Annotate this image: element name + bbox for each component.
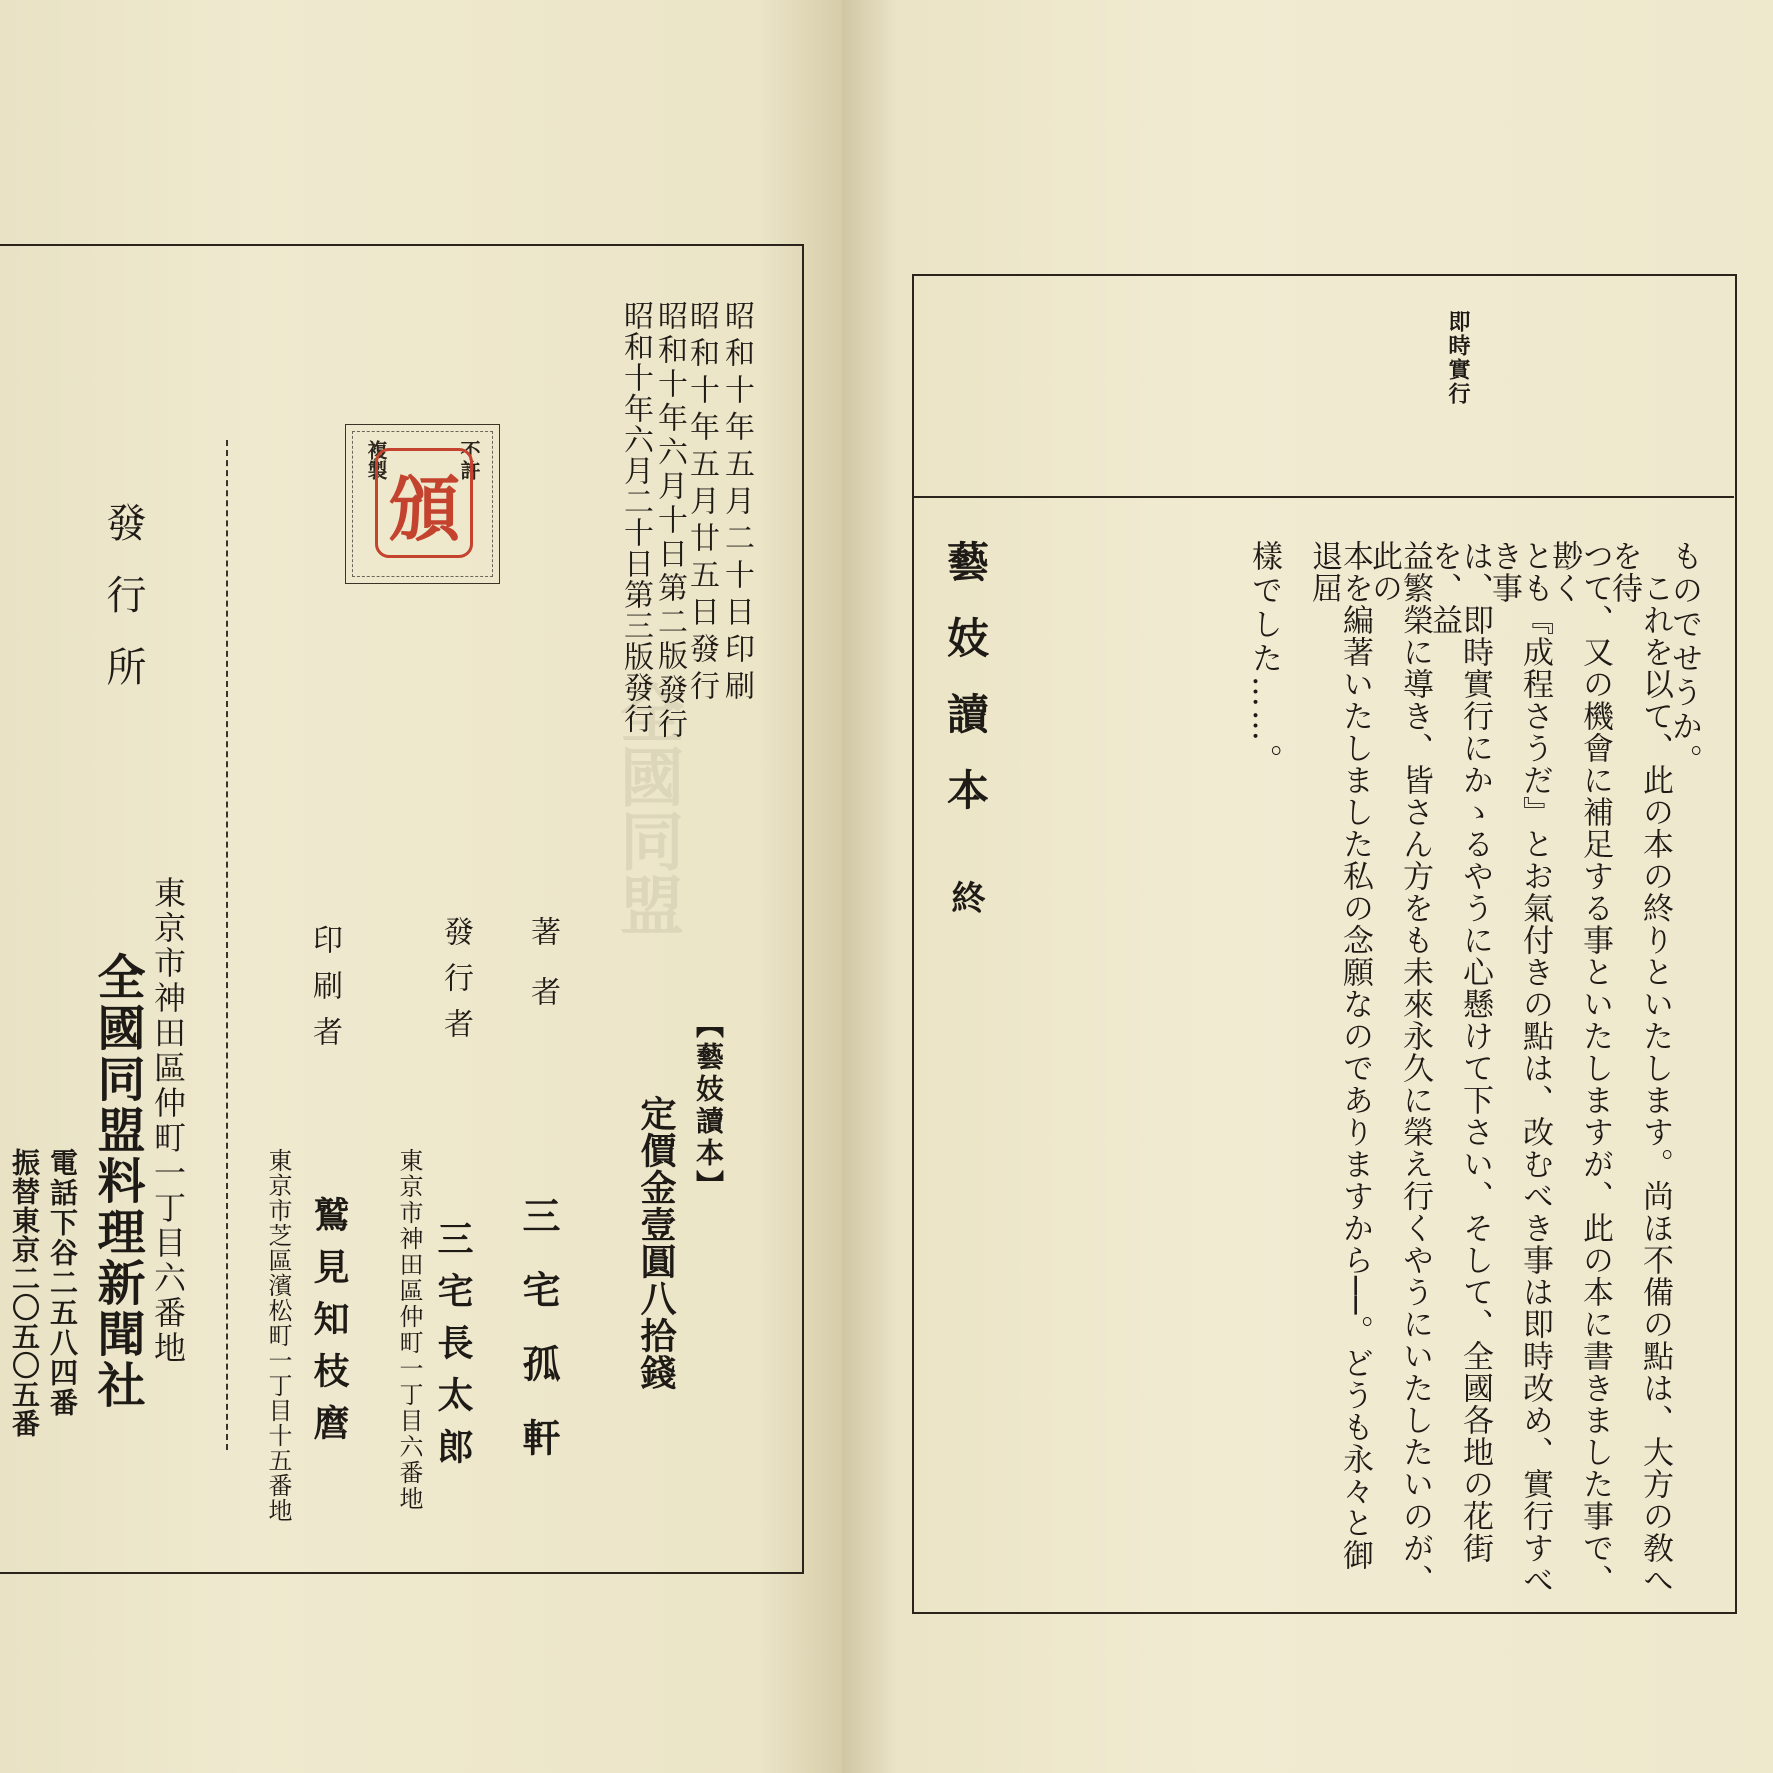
body-line-8: 樣でした……。 bbox=[1246, 540, 1282, 778]
date-printed: 昭和十年五月二十日印刷 bbox=[719, 300, 754, 707]
office-name: 全國同盟料理新聞社 bbox=[89, 952, 145, 1411]
office-label: 發行所 bbox=[100, 502, 146, 718]
body-line-7: 本を編著いたしました私の念願なのでありますから──。どうも永々と御退屈 bbox=[1306, 540, 1373, 1572]
office-phone: 電話下谷二五八四番 bbox=[46, 1148, 79, 1418]
printer-address: 東京市芝區濱松町一丁目十五番地 bbox=[264, 1148, 292, 1523]
wavy-divider bbox=[226, 440, 228, 1450]
stamp-top-text: 不許 bbox=[457, 440, 481, 480]
body-line-2: これを以て、此の本の終りといたします。尚ほ不備の點は、大方の敎へを待 bbox=[1606, 540, 1673, 1596]
left-page bbox=[0, 0, 842, 1773]
red-seal: 頒 bbox=[375, 448, 473, 558]
stamp-bottom-text: 複製 bbox=[364, 440, 388, 480]
show-through-text: 全國同盟 bbox=[609, 680, 684, 936]
publisher-address: 東京市神田區仲町一丁目六番地 bbox=[395, 1148, 423, 1512]
header-rule bbox=[914, 496, 1734, 498]
date-third-edition: 昭和十年六月二十日第三版發行 bbox=[618, 300, 653, 734]
right-page bbox=[842, 0, 1773, 1773]
body-line-6: 益繁榮に導き、皆さん方をも未來永久に榮え行くやうにいたしたいのが、此の bbox=[1366, 540, 1433, 1596]
closing-title: 藝妓讀本 bbox=[941, 540, 990, 844]
body-line-4: とも『成程さうだ』とお氣付きの點は、改むべき事は即時改め、實行すべき事 bbox=[1486, 540, 1553, 1596]
office-address: 東京市神田區仲町一丁目六番地 bbox=[149, 876, 187, 1366]
book-title: 【藝妓讀本】 bbox=[692, 1010, 725, 1202]
date-second-edition: 昭和十年六月十日第二版發行 bbox=[652, 300, 687, 742]
publisher-name: 三宅長太郎 bbox=[432, 1220, 474, 1480]
body-line-5: は、即時實行にかゝるやうに心懸けて下さい、そして、全國各地の花街を、益 bbox=[1426, 540, 1493, 1564]
office-transfer: 振替東京二〇五〇五番 bbox=[8, 1148, 41, 1438]
body-line-3: つて、又の機會に補足する事といたしますが、此の本に書きました事で、尠く bbox=[1546, 540, 1613, 1596]
date-published: 昭和十年五月廿五日發行 bbox=[684, 300, 719, 707]
author-name: 三宅孤軒 bbox=[516, 1196, 561, 1492]
body-line-1: ものでせうか。 bbox=[1666, 540, 1702, 778]
running-header: 即時實行 bbox=[1445, 310, 1471, 406]
publisher-label: 發行者 bbox=[438, 916, 473, 1054]
closing-end-mark: 終 bbox=[945, 880, 985, 914]
author-label: 著者 bbox=[525, 916, 560, 1036]
printer-name: 鷲見知枝麿 bbox=[308, 1196, 350, 1456]
printer-label: 印刷者 bbox=[307, 924, 342, 1062]
price: 定價金壹圓八拾錢 bbox=[635, 1095, 677, 1391]
